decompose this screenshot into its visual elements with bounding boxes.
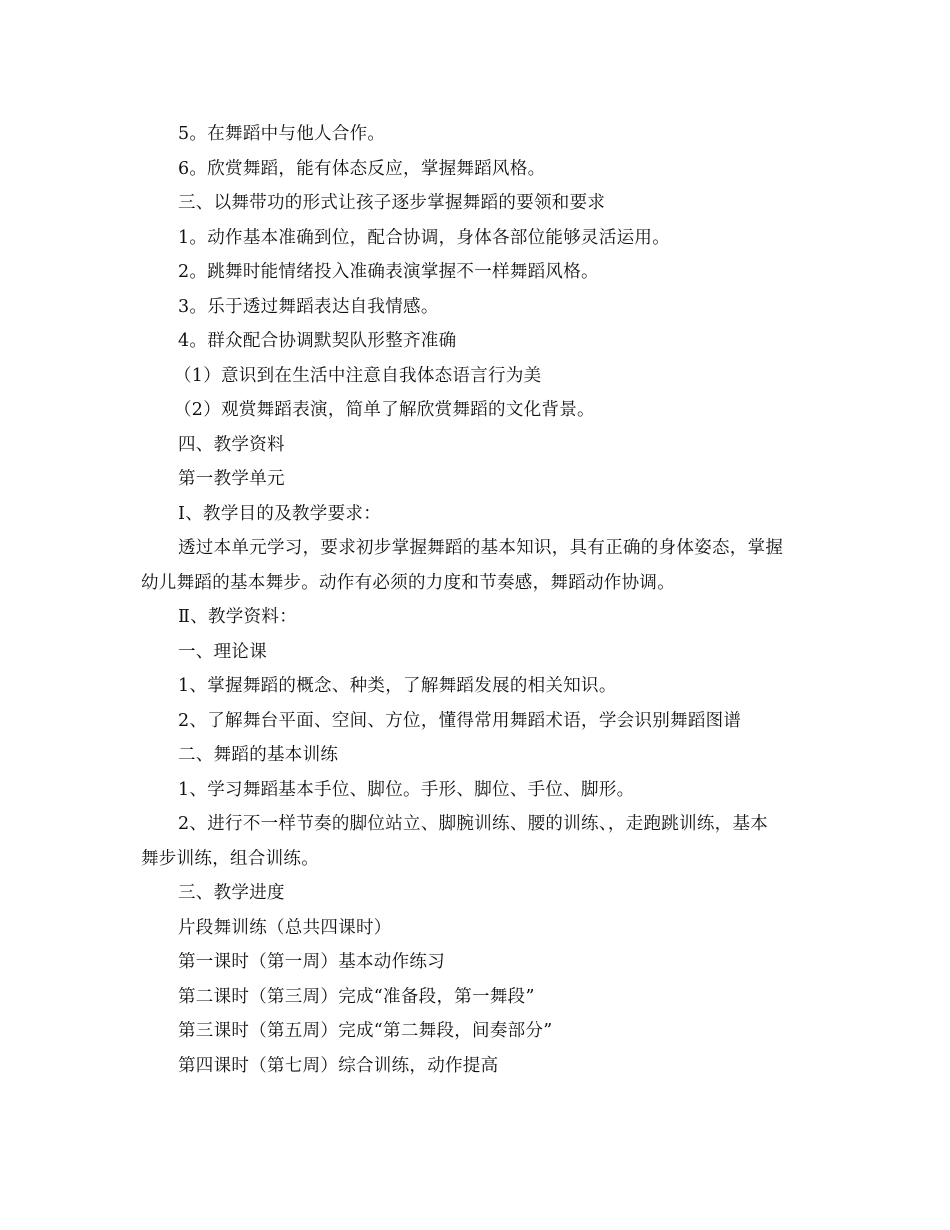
paragraph-line-continued: 幼儿舞蹈的基本舞步。动作有必须的力度和节奏感，舞蹈动作协调。 bbox=[141, 572, 675, 593]
document-body bbox=[141, 117, 811, 1083]
text-line-sub-1: （1）意识到在生活中注意自我体态语言行为美 bbox=[174, 365, 542, 386]
text-line-segment: 片段舞训练（总共四课时） bbox=[178, 917, 392, 938]
subheading-materials: Ⅱ、教学资料： bbox=[178, 607, 297, 627]
text-line-training-2: 2、进行不一样节奏的脚位站立、脚腕训练、腰的训练、，走跑跳训练，基本 bbox=[178, 814, 769, 834]
unit-heading: 第一教学单元 bbox=[178, 469, 285, 489]
text-line-req-2: 2。跳舞时能情绪投入准确表演掌握不一样舞蹈风格。 bbox=[178, 262, 599, 282]
text-line-training-2-continued: 舞步训练，组合训练。 bbox=[141, 848, 319, 869]
schedule-item-3: 第三课时（第五周）完成“第二舞段，间奏部分” bbox=[178, 1021, 553, 1041]
section-heading-training: 二、舞蹈的基本训练 bbox=[178, 745, 339, 765]
text-line-theory-2: 2、了解舞台平面、空间、方位，懂得常用舞蹈术语，学会识别舞蹈图谱 bbox=[178, 710, 742, 731]
text-line-req-3: 3。乐于透过舞蹈表达自我情感。 bbox=[178, 296, 439, 317]
paragraph-line: 透过本单元学习，要求初步掌握舞蹈的基本知识，具有正确的身体姿态，掌握 bbox=[178, 538, 784, 558]
subheading-objectives: Ⅰ、教学目的及教学要求： bbox=[178, 503, 382, 524]
schedule-item-2: 第二课时（第三周）完成“准备段，第一舞段” bbox=[178, 986, 535, 1007]
section-heading-4: 四、教学资料 bbox=[178, 434, 285, 455]
text-line-sub-2: （2）观赏舞蹈表演，简单了解欣赏舞蹈的文化背景。 bbox=[174, 400, 595, 420]
text-line-goal-5: 5。在舞蹈中与他人合作。 bbox=[178, 124, 386, 144]
text-line-req-4: 4。群众配合协调默契队形整齐准确 bbox=[178, 331, 457, 351]
text-line-theory-1: 1、掌握舞蹈的概念、种类，了解舞蹈发展的相关知识。 bbox=[178, 676, 617, 696]
text-line-training-1: 1、学习舞蹈基本手位、脚位。手形、脚位、手位、脚形。 bbox=[178, 779, 635, 800]
section-heading-theory: 一、理论课 bbox=[178, 641, 267, 662]
schedule-item-1: 第一课时（第一周）基本动作练习 bbox=[178, 952, 445, 972]
text-line-goal-6: 6。欣赏舞蹈，能有体态反应，掌握舞蹈风格。 bbox=[178, 158, 546, 179]
section-heading-3: 三、以舞带功的形式让孩子逐步掌握舞蹈的要领和要求 bbox=[178, 193, 606, 213]
text-line-req-1: 1。动作基本准确到位，配合协调，身体各部位能够灵活运用。 bbox=[178, 227, 671, 248]
section-heading-progress: 三、教学进度 bbox=[178, 883, 285, 903]
schedule-item-4: 第四课时（第七周）综合训练，动作提高 bbox=[178, 1055, 499, 1076]
